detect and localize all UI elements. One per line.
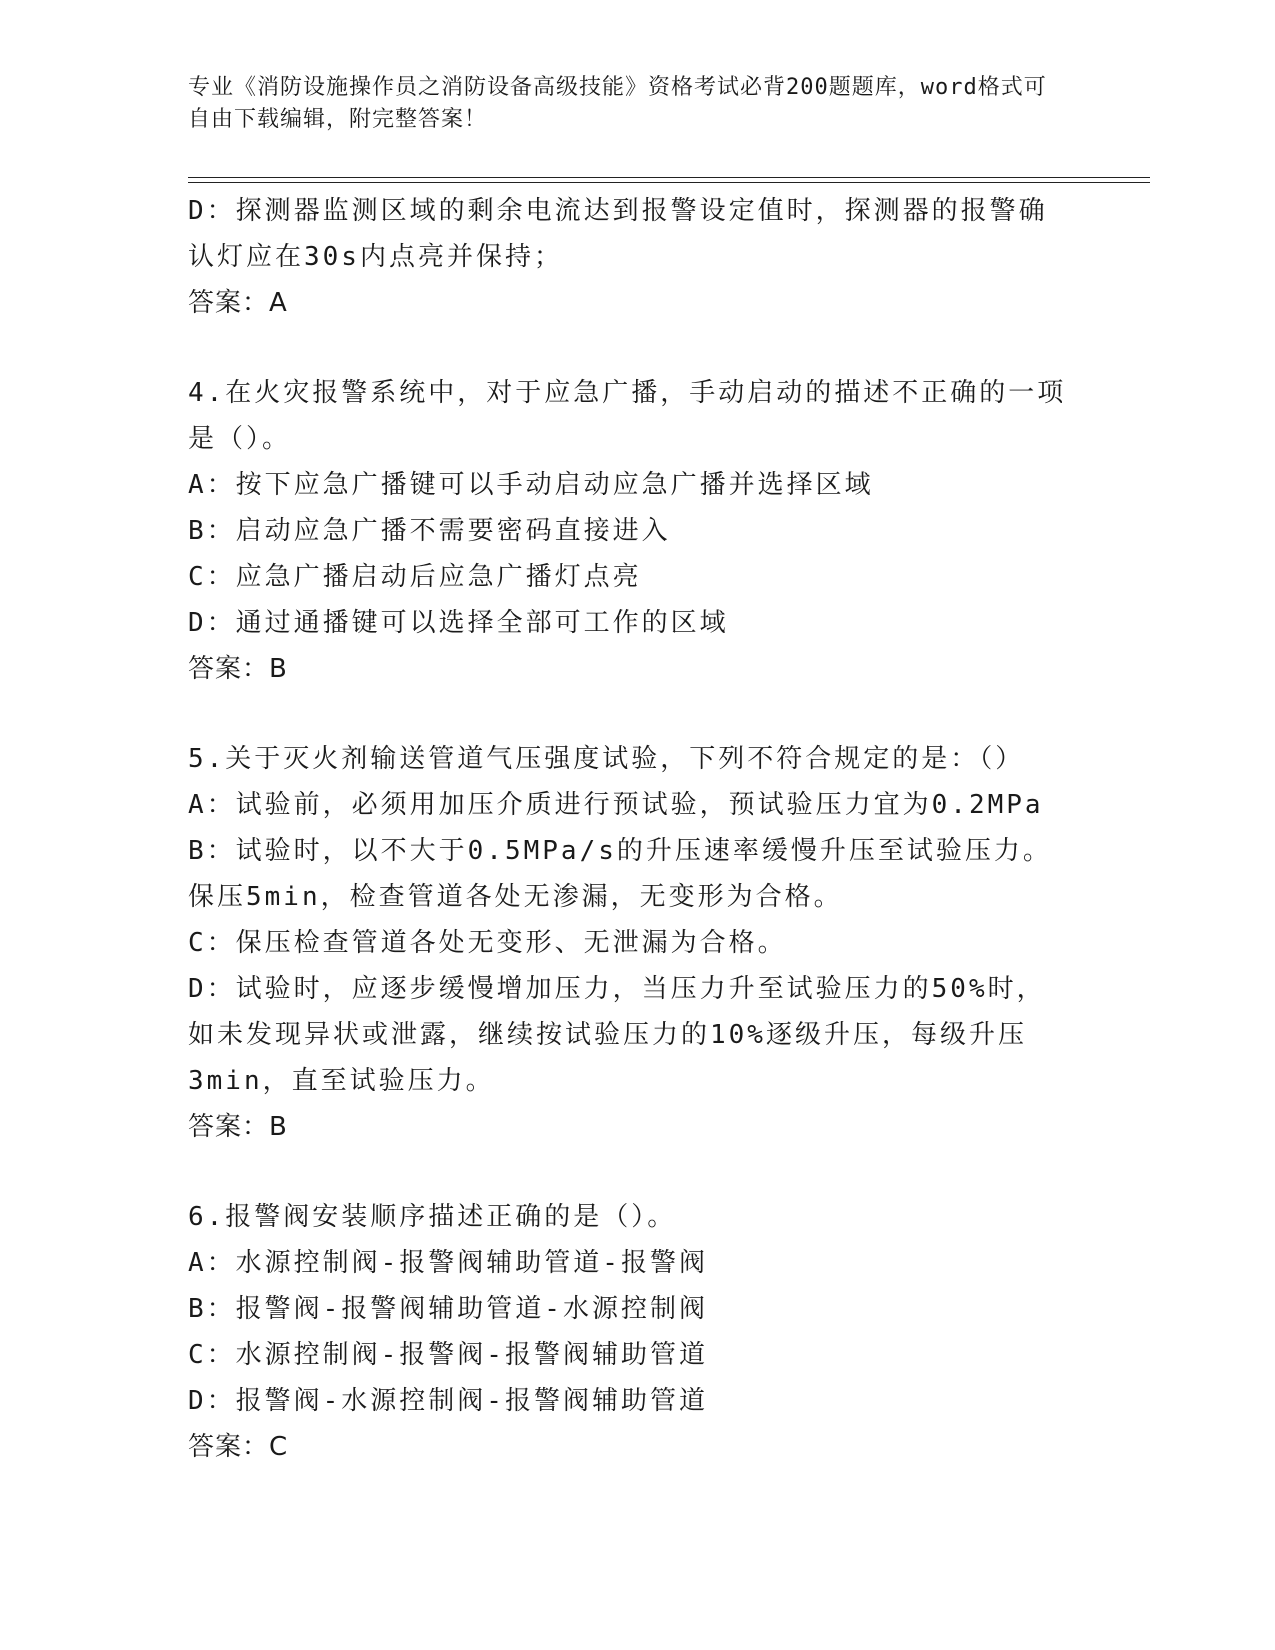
q4-option-d: D：通过通播键可以选择全部可工作的区域 xyxy=(188,608,729,638)
q5-question: 5.关于灭火剂输送管道气压强度试验，下列不符合规定的是：（） xyxy=(188,744,1025,774)
q4-option-b: B：启动应急广播不需要密码直接进入 xyxy=(188,516,671,546)
q6-option-a: A：水源控制阀-报警阀辅助管道-报警阀 xyxy=(188,1248,708,1278)
q6-question: 6.报警阀安装顺序描述正确的是（）。 xyxy=(188,1202,677,1232)
prev-answer: 答案：A xyxy=(188,288,288,318)
q4-option-c: C：应急广播启动后应急广播灯点亮 xyxy=(188,562,642,592)
q5-option-d: D：试验时，应逐步缓慢增加压力，当压力升至试验压力的50%时，如未发现异状或泄露，继续按试验压力的10%逐级升压，每级升压3min，直至试验压力。 xyxy=(188,974,1046,1096)
header-divider-top xyxy=(188,177,1150,178)
prev-option-d: D：探测器监测区域的剩余电流达到报警设定值时，探测器的报警确认灯应在30s内点亮并保持； xyxy=(188,196,1048,272)
spacer xyxy=(188,326,1068,370)
spacer xyxy=(188,1150,1068,1194)
q5-answer: 答案：B xyxy=(188,1112,288,1142)
q6-answer: 答案：C xyxy=(188,1432,289,1462)
q4-answer: 答案：B xyxy=(188,654,288,684)
q5-option-b: B：试验时，以不大于0.5MPa/s的升压速率缓慢升压至试验压力。保压5min，检查管道各处无渗漏，无变形为合格。 xyxy=(188,836,1052,912)
q4-question: 4.在火灾报警系统中，对于应急广播，手动启动的描述不正确的一项是（）。 xyxy=(188,378,1067,454)
q6-option-d: D：报警阀-水源控制阀-报警阀辅助管道 xyxy=(188,1386,708,1416)
document-header: 专业《消防设施操作员之消防设备高级技能》资格考试必背200题题库，word格式可自由下载编辑，附完整答案！ xyxy=(188,75,1047,132)
question-content xyxy=(188,188,1068,1470)
spacer xyxy=(188,692,1068,736)
q4-option-a: A：按下应急广播键可以手动启动应急广播并选择区域 xyxy=(188,470,874,500)
q6-option-b: B：报警阀-报警阀辅助管道-水源控制阀 xyxy=(188,1294,708,1324)
q6-option-c: C：水源控制阀-报警阀-报警阀辅助管道 xyxy=(188,1340,708,1370)
q5-option-c: C：保压检查管道各处无变形、无泄漏为合格。 xyxy=(188,928,787,958)
q5-option-a: A：试验前，必须用加压介质进行预试验，预试验压力宜为0.2MPa xyxy=(188,790,1044,820)
header-divider-bottom xyxy=(188,182,1150,183)
